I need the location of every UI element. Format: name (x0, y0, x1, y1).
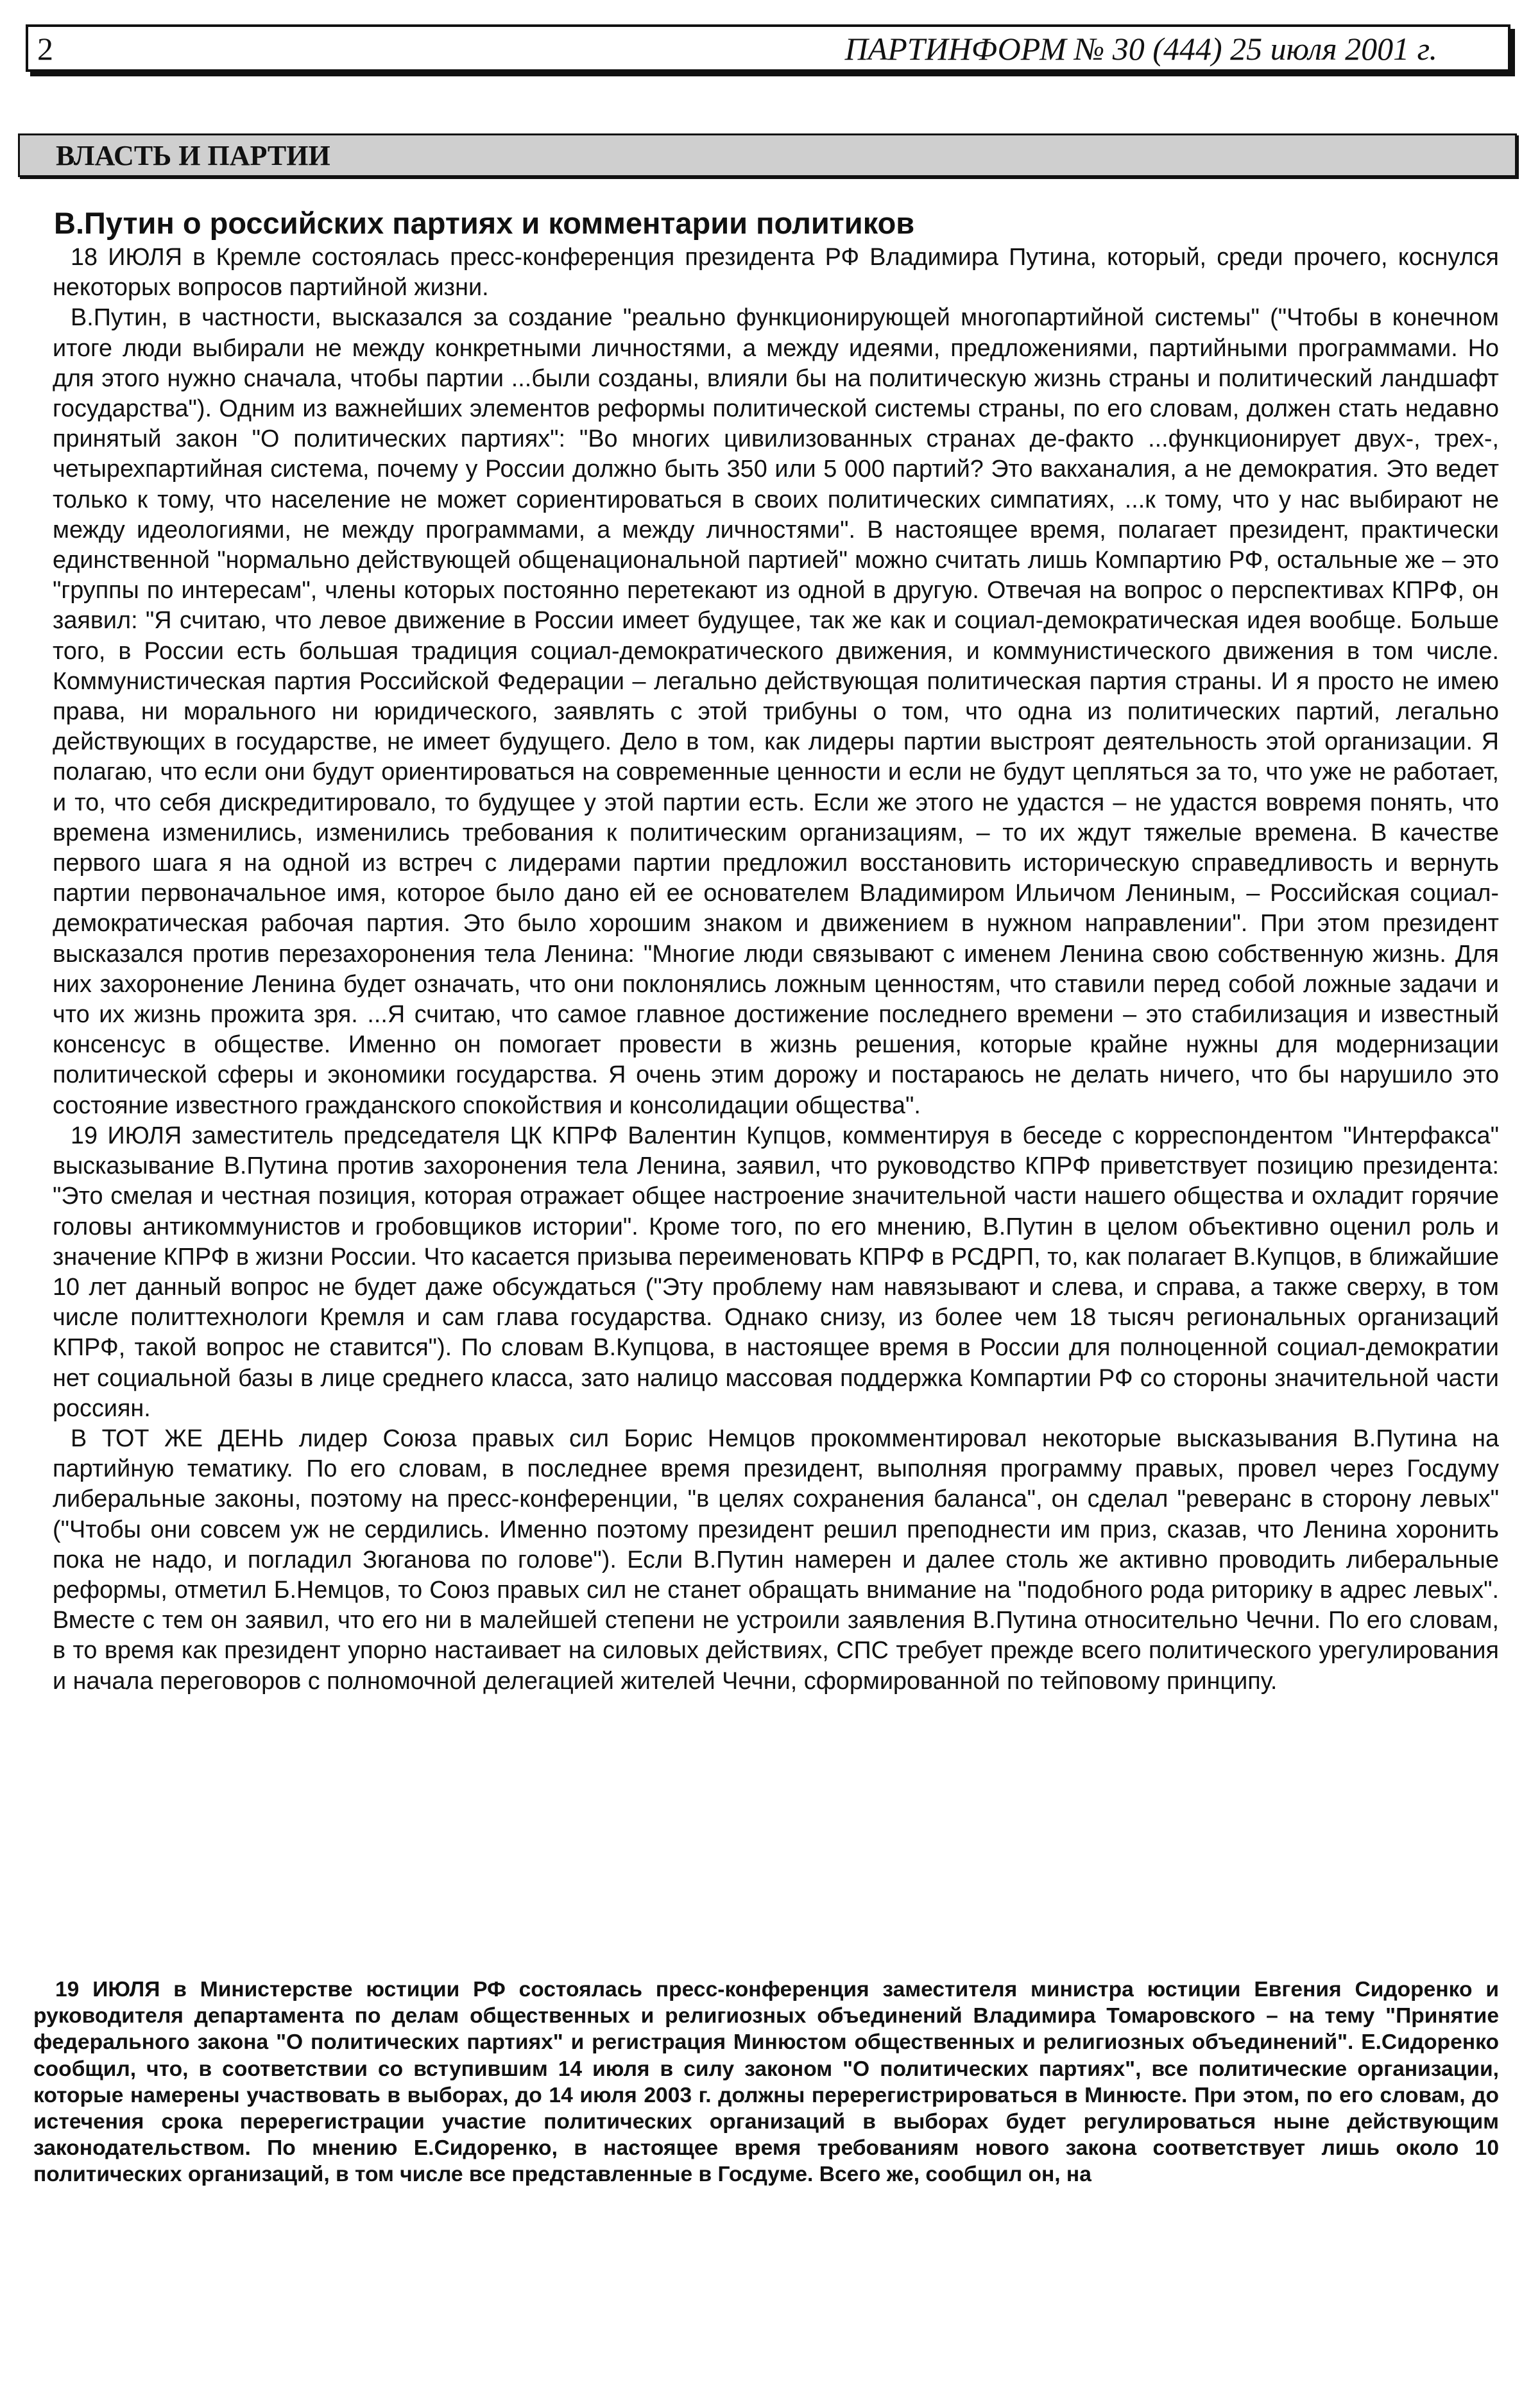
section-title: ВЛАСТЬ И ПАРТИИ (56, 140, 330, 171)
section-banner (18, 133, 1517, 177)
publication-title: ПАРТИНФОРМ № 30 (444) 25 июля 2001 г. (844, 31, 1437, 67)
article-body (53, 243, 1499, 1697)
article-paragraph: 18 ИЮЛЯ в Кремле состоялась пресс-конференция президента РФ Владимира Путина, который, среди прочего, коснулся некоторых вопросов партийной жизни. (53, 244, 1499, 302)
page-header (26, 24, 1510, 72)
article-title: В.Путин о российских партиях и комментарии политиков (54, 206, 915, 240)
article-paragraph: В.Путин, в частности, высказался за создание "реально функционирующей многопартийной системы" ("Чтобы в конечном итоге люди выбирали не между конкретными личностями, а между идеями, предложениями, партийными программами. Но для этого нужно сначала, чтобы партии ...были созданы, влияли бы на политическую жизнь страны и политический ландшафт государства"). Одним из важнейших элементов реформы политической системы страны, по его словам, должен стать недавно принятый закон "О политических партиях": "Во многих цивилизованных странах де-факто ...функционирует двух-, трех-, четырехпартийная система, почему у России должно быть 350 или 5 000 партий? Это вакханалия, а не демократия. Это ведет только к тому, что население не может сориентироваться в своих политических симпатиях, ...к тому, что у нас выбирают не между идеологиями, не между программами, а между личностями". В настоящее время, полагает президент, практически единственной "нормально действующей общенациональной партией" можно считать лишь Компартию РФ, остальные же – это "группы по интересам", члены которых постоянно перетекают из одной в другую. Отвечая на вопрос о перспективах КПРФ, он заявил: "Я считаю, что левое движение в России имеет будущее, так же как и социал-демократическая идея вообще. Больше того, в России есть большая традиция социал-демократического движения, и коммунистического движения в том числе. Коммунистическая партия Российской Федерации – легально действующая политическая партия страны. И я просто не имею права, ни морального ни юридического, заявлять с этой трибуны о том, что одна из политических партий, легально действующих в государстве, не имеет будущего. Дело в том, как лидеры партии выстроят деятельность этой организации. Я полагаю, что если они будут ориентироваться на современные ценности и если не будут цепляться за то, что уже не работает, и то, что себя дискредитировало, то будущее у этой партии есть. Если же этого не удастся – не удастся вовремя понять, что времена изменились, изменились требования к политическим организациям, – то их ждут тяжелые времена. В качестве первого шага я на одной из встреч с лидерами партии предложил восстановить историческую справедливость и вернуть партии первоначальное имя, которое было дано ей ее основателем Владимиром Ильичом Лениным, – Российская социал-демократическая рабочая партия. Это было хорошим знаком и движением в нужном направлении". При этом президент высказался против перезахоронения тела Ленина: "Многие люди связывают с именем Ленина свою собственную жизнь. Для них захоронение Ленина будет означать, что они поклонялись ложным ценностям, что ставили перед собой ложные задачи и что их жизнь прожита зря. ...Я считаю, что самое главное достижение последнего времени – это стабилизация и известный консенсус в обществе. Именно он помогает провести в жизнь решения, которые крайне нужны для модернизации политической сферы и экономики государства. Я очень этим дорожу и постараюсь не делать ничего, что бы нарушило это состояние известного гражданского спокойствия и консолидации общества". (53, 304, 1499, 1119)
article-paragraph: В ТОТ ЖЕ ДЕНЬ лидер Союза правых сил Борис Немцов прокомментировал некоторые высказывания В.Путина на партийную тематику. По его словам, в последнее время президент, выполняя программу правых, провел через Госдуму либеральные законы, поэтому на пресс-конференции, "в целях сохранения баланса", он сделал "реверанс в сторону левых" ("Чтобы они совсем уж не сердились. Именно поэтому президент решил преподнести им приз, сказав, что Ленина хоронить пока не надо, и погладил Зюганова по голове"). Если В.Путин намерен и далее столь же активно проводить либеральные реформы, отметил Б.Немцов, то Союз правых сил не станет обращать внимание на "подобного рода риторику в адрес левых". Вместе с тем он заявил, что его ни в малейшей степени не устроили заявления В.Путина относительно Чечни. По его словам, в то время как президент упорно настаивает на силовых действиях, СПС требует прежде всего политического урегулирования и начала переговоров с полномочной делегацией жителей Чечни, сформированной по тейповому принципу. (53, 1425, 1499, 1695)
ministry-briefing (33, 1976, 1499, 2188)
article-paragraph: 19 ИЮЛЯ заместитель председателя ЦК КПРФ Валентин Купцов, комментируя в беседе с корреспондентом "Интерфакса" высказывание В.Путина против захоронения тела Ленина, заявил, что руководство КПРФ приветствует позицию президента: "Это смелая и честная позиция, которая отражает общее настроение значительной части нашего общества и охладит горячие головы антикоммунистов и гробовщиков истории". Кроме того, по его мнению, В.Путин в целом объективно оценил роль и значение КПРФ в жизни России. Что касается призыва переименовать КПРФ в РСДРП, то, как полагает В.Купцов, в ближайшие 10 лет данный вопрос не будет даже обсуждаться ("Эту проблему нам навязывают и слева, и справа, а также сверху, в том числе политтехнологи Кремля и сам глава государства. Однако снизу, из более чем 18 тысяч региональных организаций КПРФ, такой вопрос не ставится"). По словам В.Купцова, в настоящее время в России для полноценной социал-демократии нет социальной базы в лице среднего класса, зато налицо массовая поддержка Компартии РФ со стороны значительной части россиян. (53, 1122, 1499, 1422)
page-number: 2 (37, 31, 53, 67)
briefing-paragraph: 19 ИЮЛЯ в Министерстве юстиции РФ состоялась пресс-конференция заместителя министра юстиции Евгения Сидоренко и руководителя департамента по делам общественных и религиозных объединений Владимира Томаровского – на тему "Принятие федерального закона "О политических партиях" и регистрация Минюстом общественных и религиозных объединений". Е.Сидоренко сообщил, что, в соответствии со вступившим 14 июля в силу законом "О политических партиях", все политические организации, которые намерены участвовать в выборах, до 14 июля 2003 г. должны перерегистрироваться в Минюсте. При этом, по его словам, до истечения срока перерегистрации участие политических организаций в выборах будет регулироваться ныне действующим законодательством. По мнению Е.Сидоренко, в настоящее время требованиям нового закона соответствует лишь около 10 политических организаций, в том числе все представленные в Госдуме. Всего же, сообщил он, на (33, 1978, 1499, 2187)
